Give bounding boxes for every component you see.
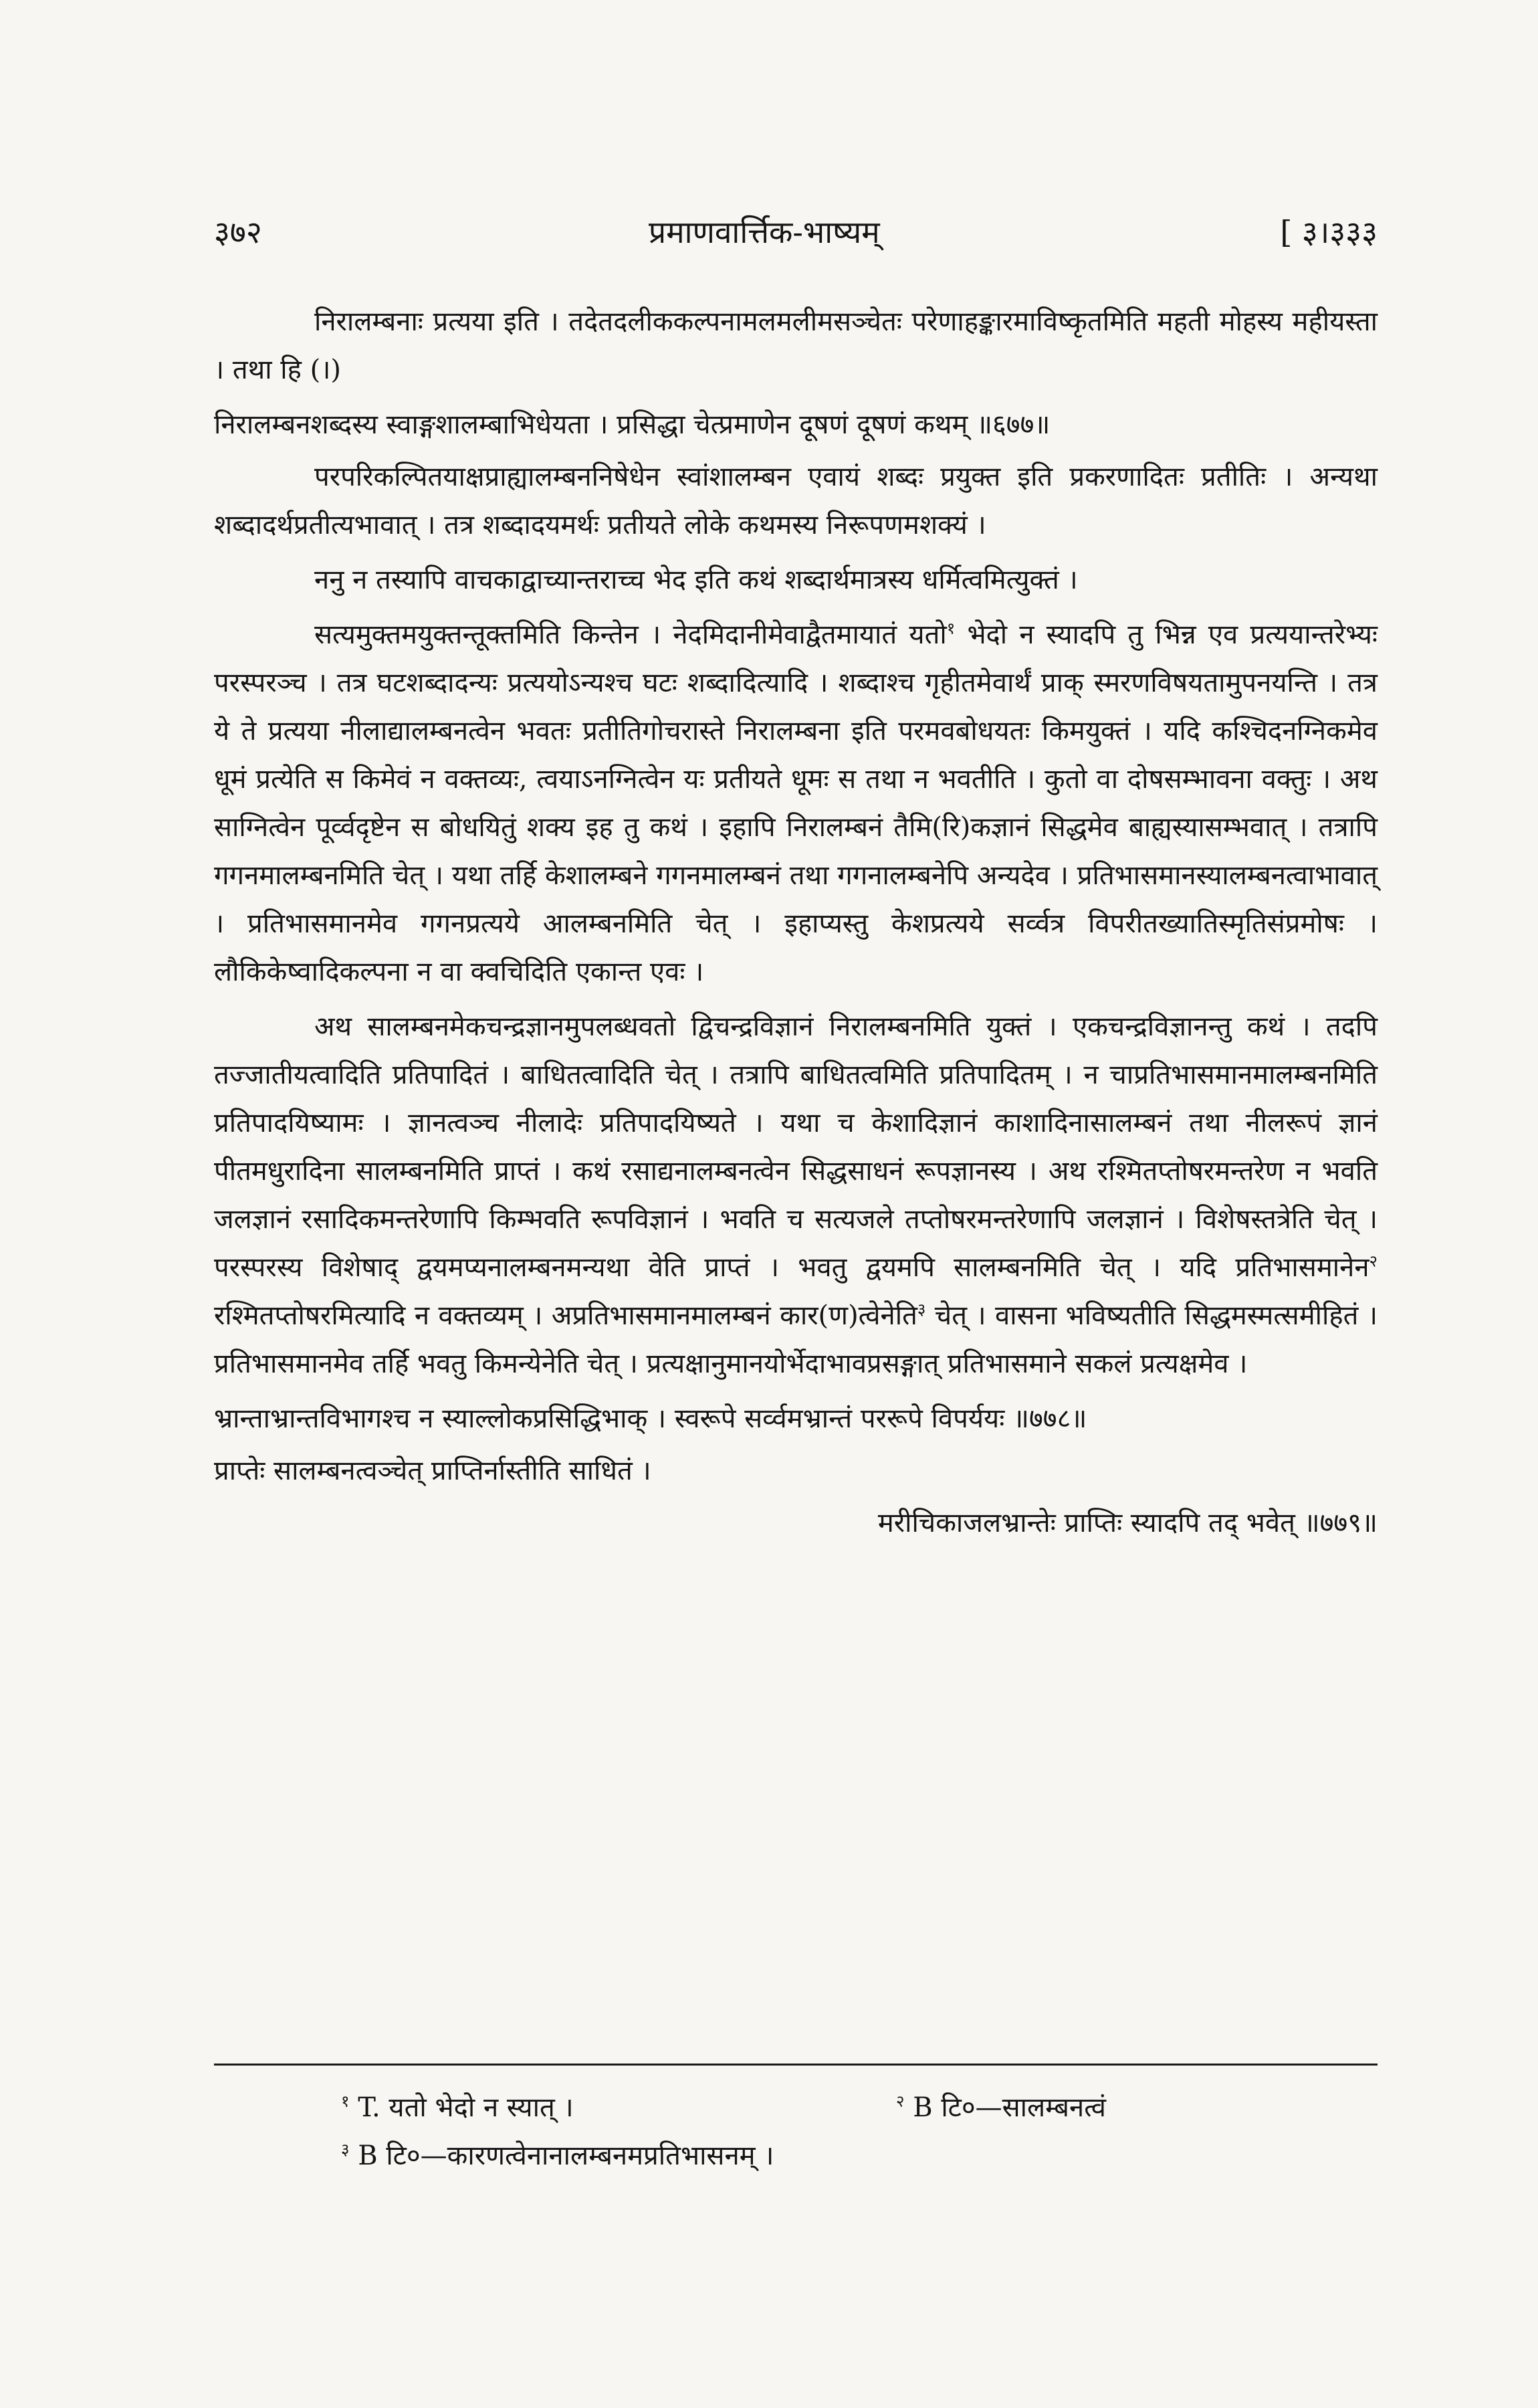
- paragraph-5: [214, 1003, 1378, 1388]
- footnote-1: [341, 2084, 574, 2132]
- paragraph-5-part-b: रश्मितप्तोषरमित्यादि न वक्तव्यम् । अप्रतिभासमानमालम्बनं कार(ण)त्वेनेति: [214, 1300, 917, 1331]
- paragraph-2: परपरिकल्पितयाक्षप्राह्यालम्बननिषेधेन स्वांशालम्बन एवायं शब्दः प्रयुक्त इति प्रकरणादितः प्रतीतिः । अन्यथा शब्दादर्थप्रतीत्यभावात् । तत्र शब्दादयमर्थः प्रतीयते लोके कथमस्य निरूपणमशक्यं ।: [214, 462, 1378, 540]
- footnote-row-2: [321, 2132, 1324, 2180]
- paragraph-6: प्राप्तेः सालम्बनत्वञ्चेत् प्राप्तिर्नास्तीति साधितं ।: [214, 1456, 651, 1486]
- footnote-2-text: B टि०—सालम्बनत्वं: [913, 2092, 1107, 2123]
- verse-779: मरीचिकाजलभ्रान्तेः प्राप्तिः स्यादपि तद् भवेत् ॥७७९॥: [877, 1508, 1378, 1538]
- paragraph-3: ननु न तस्यापि वाचकाद्वाच्यान्तराच्च भेद इति कथं शब्दार्थमात्रस्य धर्मित्वमित्युक्तं ।: [314, 565, 1078, 595]
- footnote-1-text: T. यतो भेदो न स्यात् ।: [358, 2092, 574, 2123]
- running-title: प्रमाणवार्त्तिक-भाष्यम्: [649, 214, 880, 250]
- paragraph-4-part-a: सत्यमुक्तमयुक्तन्तूक्तमिति किन्तेन । नेदमिदानीमेवाद्वैतमायातं यतो: [314, 619, 947, 650]
- verse-677: निरालम्बनशब्दस्य स्वाङ्गशालम्बाभिधेयता । प्रसिद्धा चेत्प्रमाणेन दूषणं दूषणं कथम् ॥६७७॥: [214, 409, 1051, 440]
- footnote-2-mark: २: [896, 2092, 905, 2111]
- section-reference: [ ३।३३३: [1280, 214, 1378, 250]
- paragraph-4: [214, 611, 1378, 996]
- footnote-ref-1: १: [946, 619, 956, 638]
- footnotes: [321, 2084, 1324, 2180]
- paragraph-1: निरालम्बनाः प्रत्यया इति । तदेतदलीककल्पनामलमलीमसञ्चेतः परेणाहङ्कारमाविष्कृतमिति महती मोहस्य महीयस्ता । तथा हि (।): [214, 306, 1378, 385]
- footnote-ref-3: ३: [917, 1300, 926, 1319]
- footnote-3-mark: ३: [341, 2140, 350, 2159]
- paragraph-4-part-b: भेदो न स्यादपि तु भिन्न एव प्रत्ययान्तरेभ्यः परस्परञ्च । तत्र घटशब्दादन्यः प्रत्ययोऽन्यश्च घटः शब्दादित्यादि । शब्दाश्च गृहीतमेवार्थं प्राक् स्मरणविषयतामुपनयन्ति । तत्र ये ते प्रत्यया नीलाद्यालम्बनत्वेन भवतः प्रतीतिगोचरास्ते निरालम्बना इति परमवबोधयतः किमयुक्तं । यदि कश्चिदनग्निकमेव धूमं प्रत्येति स किमेवं न वक्तव्यः, त्वयाऽनग्नित्वेन यः प्रतीयते धूमः स तथा न भवतीति । कुतो वा दोषसम्भावना वक्तुः । अथ साग्नित्वेन पूर्व्वदृष्टेन स बोधयितुं शक्य इह तु कथं । इहापि निरालम्बनं तैमि(रि)कज्ञानं सिद्धमेव बाह्यस्यासम्भवात् । तत्रापि गगनमालम्बनमिति चेत् । यथा तर्हि केशालम्बने गगनमालम्बनं तथा गगनालम्बनेपि अन्यदेव । प्रतिभासमानस्यालम्बनत्वाभावात् । प्रतिभासमानमेव गगनप्रत्यये आलम्बनमिति चेत् । इहाप्यस्तु केशप्रत्यये सर्व्वत्र विपरीतख्यातिस्मृतिसंप्रमोषः । लौकिकेष्वादिकल्पना न वा क्वचिदिति एकान्त एवः ।: [214, 619, 1378, 987]
- paragraph-5-part-a: अथ सालम्बनमेकचन्द्रज्ञानमुपलब्धवतो द्विचन्द्रविज्ञानं निरालम्बनमिति युक्तं । एकचन्द्रविज्ञानन्तु कथं । तदपि तज्जातीयत्वादिति प्रतिपादितं । बाधितत्वादिति चेत् । तत्रापि बाधितत्वमिति प्रतिपादितम् । न चाप्रतिभासमानमालम्बनमिति प्रतिपादयिष्यामः । ज्ञानत्वञ्च नीलादेः प्रतिपादयिष्यते । यथा च केशादिज्ञानं काशादिनासालम्बनं तथा नीलरूपं ज्ञानं पीतमधुरादिना सालम्बनमिति प्राप्तं । कथं रसाद्यनालम्बनत्वेन सिद्धसाधनं रूपज्ञानस्य । अथ रश्मितप्तोषरमन्तरेण न भवति जलज्ञानं रसादिकमन्तरेणापि किम्भवति रूपविज्ञानं । भवति च सत्यजले तप्तोषरमन्तरेणापि जलज्ञानं । विशेषस्तत्रेति चेत् । परस्परस्य विशेषाद् द्वयमप्यनालम्बनमन्यथा वेति प्राप्तं । भवतु द्वयमपि सालम्बनमिति चेत् । यदि प्रतिभासमानेन: [214, 1011, 1378, 1283]
- footnote-row-1: [321, 2084, 1324, 2132]
- verse-778: भ्रान्ताभ्रान्तविभागश्च न स्याल्लोकप्रसिद्धिभाक् । स्वरूपे सर्व्वमभ्रान्तं पररूपे विपर्ययः ॥७७८॥: [214, 1403, 1087, 1434]
- page-number: ३७२: [214, 214, 262, 250]
- footnote-3-text: B टि०—कारणत्वेनानालम्बनमप्रतिभासनम् ।: [358, 2140, 774, 2171]
- footnote-divider: [214, 2064, 1378, 2066]
- main-text: [214, 298, 1378, 1551]
- footnote-ref-2: २: [1369, 1251, 1378, 1271]
- paragraph-5-part-c: चेत् । वासना भविष्यतीति सिद्धमस्मत्समीहितं । प्रतिभासमानमेव तर्हि भवतु किमन्येनेति चेत् । प्रत्यक्षानुमानयोर्भेदाभावप्रसङ्गात् प्रतिभासमाने सकलं प्रत्यक्षमेव ।: [214, 1300, 1378, 1379]
- footnote-1-mark: १: [341, 2092, 350, 2111]
- footnote-2: [896, 2084, 1106, 2132]
- footnote-3: [341, 2132, 774, 2180]
- page-header: [214, 211, 1378, 264]
